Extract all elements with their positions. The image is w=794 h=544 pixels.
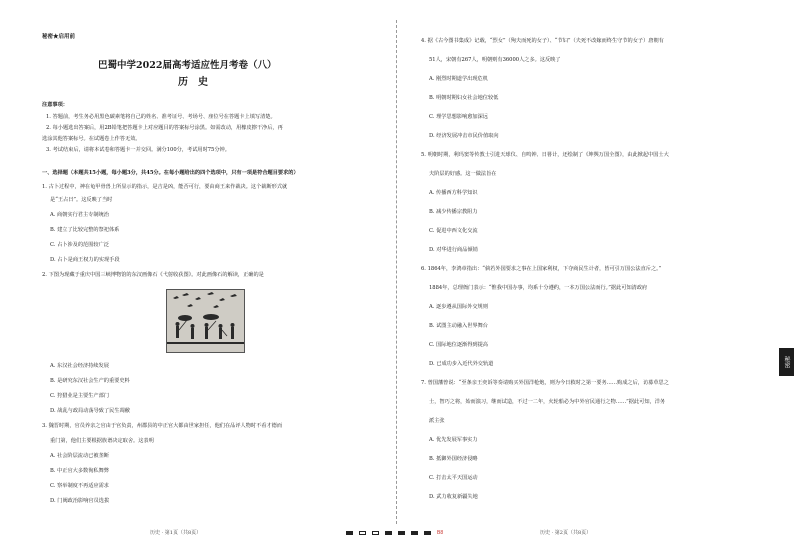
print-mark	[372, 531, 379, 535]
print-mark	[346, 531, 353, 535]
question-text: 派主张	[429, 418, 445, 424]
side-tab: 秘密	[779, 348, 794, 376]
answer-option: A. 商朝实行君主专制统治	[50, 212, 109, 218]
question-text: 1884年，总理衙门表示：“惟我中国办事，均系十分遵约，一本万国公法而行。”据此可知清政府	[429, 285, 648, 291]
page-number-right: 历史 · 第2页（共8页）	[540, 530, 592, 536]
answer-option: D. 经济发展冲击市民价值取向	[429, 133, 499, 139]
answer-option: B. 减少传播宗教阻力	[429, 209, 478, 215]
answer-option: C. 打击太平天国运动	[429, 475, 478, 481]
relief-illustration	[167, 290, 244, 352]
notice-item: 选涂其他答案标号。在试题卷上作答无效。	[42, 136, 141, 142]
print-mark	[398, 531, 405, 535]
exam-title: 巴蜀中学2022届高考适应性月考卷（八）	[98, 60, 277, 71]
notice-item: 2. 每小题选出答案后，用2B铅笔把答题卡上对应题目的答案标号涂黑。如需改动，用橡皮擦干净后，再	[46, 125, 283, 131]
notice-item: 1. 答题前，考生务必用黑色碳素笔将自己的姓名、准考证号、考场号、座位号在答题卡上填写清楚。	[46, 114, 276, 120]
notice-item: 3. 考试结束后，请将本试卷和答题卡一并交回。满分100分，考试用时75分钟。	[46, 147, 230, 153]
answer-option: A. 刚烈时期道学出现危机	[429, 76, 488, 82]
print-mark-label: B8	[437, 530, 444, 536]
question-text: 1. 古卜过程中，神在龟甲骨兽上所显示的指示，是吉是凶，能否可行，要由商王来作裁决。这个裁断形式就	[42, 184, 288, 190]
print-mark	[424, 531, 431, 535]
question-text: 51人，宋朝有267人，明朝则有36000人之多。这反映了	[429, 57, 561, 63]
question-text: 重门第，他们主要根据族谱决定取舍。这表明	[50, 438, 154, 444]
print-mark	[359, 531, 366, 535]
question-text: 6. 1864年，李鸿章指出：“倘若外国要求之事在上国家利权，下夺商民生计者，皆可引万国公法直斥之。”	[421, 266, 662, 272]
answer-option: B. 明朝时期妇女社会地位较低	[429, 95, 499, 101]
question-text: 4. 据《古今图书集成》记载，“烈女”（殉夫而死的女子）、“节妇”（夫死不改嫁而终生守节的女子）唐朝有	[421, 38, 664, 44]
page-number-left: 历史 · 第1页（共8页）	[150, 530, 202, 536]
subject-title: 历 史	[178, 77, 208, 88]
answer-option: D. 对华进行商品倾销	[429, 247, 478, 253]
answer-option: B. 建立了比较完整的祭祀体系	[50, 227, 120, 233]
answer-option: C. 狩猎业是主要生产部门	[50, 393, 109, 399]
answer-option: A. 逐步遵从国际外交规则	[429, 304, 488, 310]
answer-option: C. 理学思想影响愈加深远	[429, 114, 488, 120]
answer-option: D. 门阀政治影响官员选拔	[50, 498, 110, 504]
right-page	[397, 0, 794, 544]
answer-option: A. 优先发展军事实力	[429, 437, 478, 443]
section-heading: 一、选择题（本题共15小题，每小题3分，共45分。在每小题给出的四个选项中，只有一项是符合题目要求的）	[42, 170, 299, 176]
print-mark	[411, 531, 418, 535]
answer-option: C. 察举制度不再适应需求	[50, 483, 109, 489]
answer-option: D. 已成功步入近代外交轨道	[429, 361, 494, 367]
question-text: 3. 魏晋时期，官员养亲之官由于官负责，州郡县的中正官大都由世家担任，他们在品评人物时不看才德而	[42, 423, 283, 429]
answer-option: C. 国际地位逐渐得到提高	[429, 342, 488, 348]
answer-option: B. 试图主动融入世界舞台	[429, 323, 488, 329]
question-text: 5. 明朝时期，利玛窦等传教士引进天球仪、自鸣钟、日晷计，还绘制了《坤舆万国全图》，由此掀起中国士大	[421, 152, 669, 158]
answer-option: B. 是研究东汉社会生产的重要史料	[50, 378, 130, 384]
question-text: 7. 曾国藩曾说：“至条亲王奕诉等奏请购买外国洋枪炮，则为今日救时之第一要务……购成之后，访募草思之	[421, 380, 669, 386]
answer-option: B. 中正官大多数徇私舞弊	[50, 468, 109, 474]
answer-option: A. 东汉社会经济持续发展	[50, 363, 109, 369]
answer-option: A. 社会阶层流动已被垄断	[50, 453, 109, 459]
stone-relief-image	[166, 289, 245, 353]
print-marks	[346, 530, 443, 536]
question-text: 夫阶层的好感。这一做法旨在	[429, 171, 497, 177]
answer-option: C. 促进中西文化交流	[429, 228, 478, 234]
answer-option: D. 占卜是商王权力的实现手段	[50, 257, 120, 263]
secret-label: 秘密★启用前	[42, 34, 76, 40]
answer-option: D. 武力收复新疆失地	[429, 494, 478, 500]
answer-option: D. 战乱与政局动荡导致了民生凋敝	[50, 408, 130, 414]
print-mark	[385, 531, 392, 535]
question-text: 2. 下图为现藏于重庆中国三峡博物馆的东汉画像石《弋射收获图》。对此画像石的解读，正确的是	[42, 272, 264, 278]
question-text: 士，智巧之将，始而演习，继而试造，不过一二年，火轮船必为中外官民通行之物……”据此可知，洋务	[429, 399, 666, 405]
answer-option: B. 抵御外国经济侵略	[429, 456, 478, 462]
question-text: 是“王占曰”。这反映了当时	[50, 197, 113, 203]
answer-option: A. 传播西方科学知识	[429, 190, 478, 196]
answer-option: C. 占卜涉及的范围较广泛	[50, 242, 109, 248]
notice-title: 注意事项：	[42, 102, 68, 108]
